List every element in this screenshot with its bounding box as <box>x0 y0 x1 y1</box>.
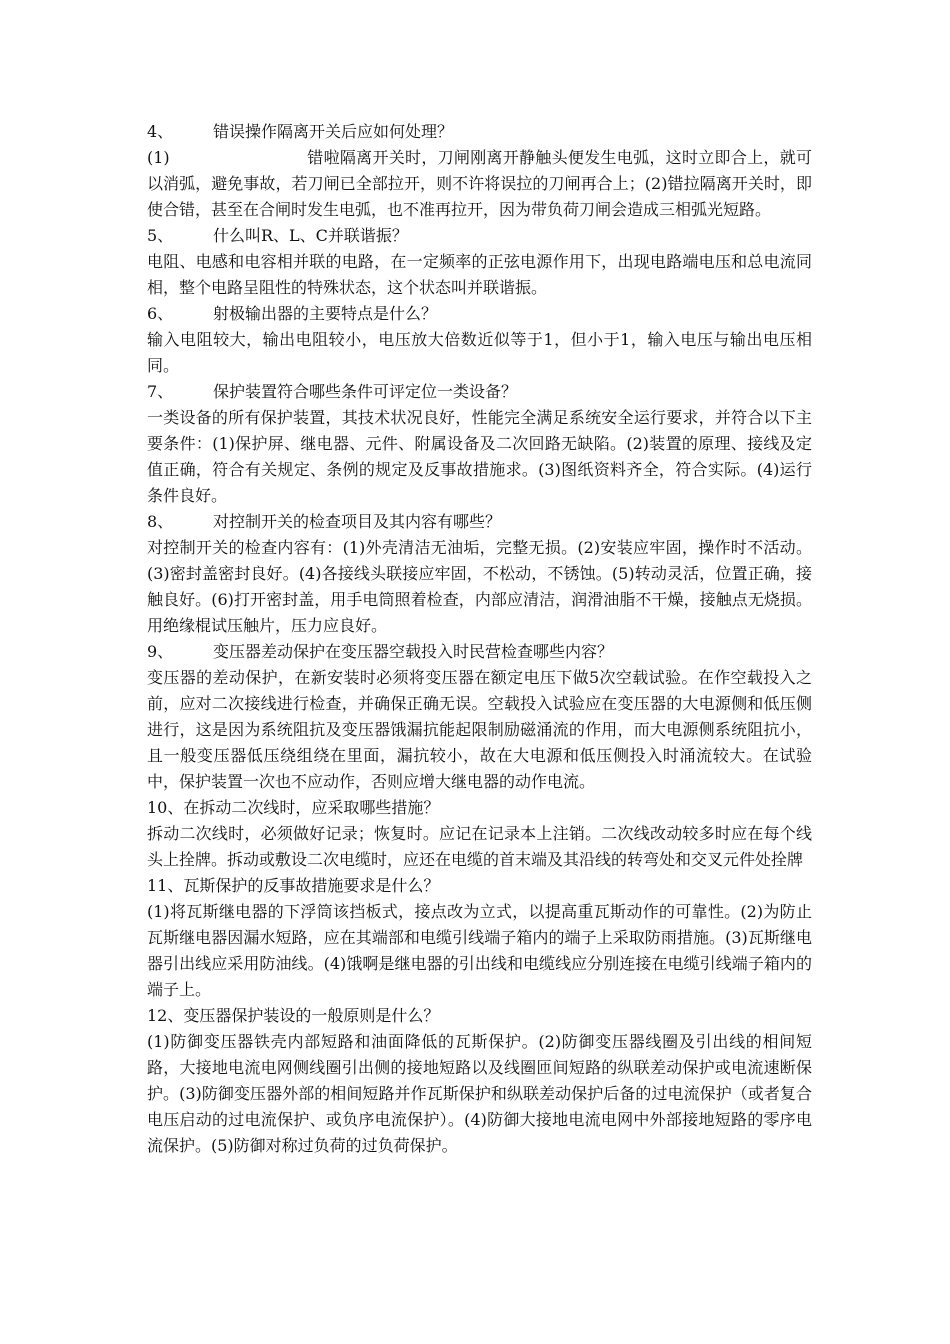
question-number: 7、 <box>147 382 174 401</box>
answer-7: 一类设备的所有保护装置，其技术状况良好，性能完全满足系统安全运行要求，并符合以下主要条件：(1)保护屏、继电器、元件、附属设备及二次回路无缺陷。(2)装置的原理、接线及定值正确，符合有关规定、条例的规定及反事故措施求。(3)图纸资料齐全，符合实际。(4)运行条件良好。 <box>147 408 812 505</box>
question-number: 5、 <box>147 226 174 245</box>
question-number: 8、 <box>147 512 174 531</box>
question-number: 6、 <box>147 304 174 323</box>
question-7 <box>147 379 812 405</box>
answer-11: (1)将瓦斯继电器的下浮筒该挡板式，接点改为立式，以提高重瓦斯动作的可靠性。(2)为防止瓦斯继电器因漏水短路，应在其端部和电缆引线端子箱内的端子上采取防雨措施。(3)瓦斯继电器引出线应采用防油线。(4)饿啊是继电器的引出线和电缆线应分别连接在电缆引线端子箱内的端子上。 <box>147 902 812 999</box>
question-number: 11、 <box>147 876 184 895</box>
question-10 <box>147 795 812 821</box>
question-text: 在拆动二次线时，应采取哪些措施？ <box>183 798 440 817</box>
question-text: 对控制开关的检查项目及其内容有哪些？ <box>213 512 502 531</box>
answer-12: (1)防御变压器铁壳内部短路和油面降低的瓦斯保护。(2)防御变压器线圈及引出线的相间短路，大接地电流电网侧线圈引出侧的接地短路以及线圈匝间短路的纵联差动保护或电流速断保护。(3)防御变压器外部的相间短路并作瓦斯保护和纵联差动保护后备的过电流保护（或者复合电压启动的过电流保护、或负序电流保护）。(4)防御大接地电流电网中外部接地短路的零序电流保护。(5)防御对称过负荷的过负荷保护。 <box>147 1032 812 1155</box>
question-number: 4、 <box>147 122 174 141</box>
answer-lead: (1) <box>147 148 170 167</box>
question-5 <box>147 223 812 249</box>
question-number: 12、 <box>147 1006 184 1025</box>
question-text: 变压器差动保护在变压器空载投入时民营检查哪些内容？ <box>213 642 614 661</box>
question-4 <box>147 119 812 145</box>
answer-text: 错啦隔离开关时，刀闸刚离开静触头便发生电弧，这时立即合上，就可以消弧，避免事故，若刀闸已全部拉开，则不许将误拉的刀闸再合上；(2)错拉隔离开关时，即使合错，甚至在合闸时发生电弧，也不准再拉开，因为带负荷刀闸会造成三相弧光短路。 <box>147 148 812 219</box>
question-9 <box>147 639 812 665</box>
question-text: 变压器保护装设的一般原则是什么？ <box>183 1006 440 1025</box>
question-text: 瓦斯保护的反事故措施要求是什么？ <box>183 876 440 895</box>
answer-4 <box>147 145 812 223</box>
answer-6: 输入电阻较大，输出电阻较小，电压放大倍数近似等于1，但小于1，输入电压与输出电压相同。 <box>147 330 812 375</box>
question-6 <box>147 301 812 327</box>
question-text: 什么叫R、L、C并联谐振？ <box>213 226 408 245</box>
question-text: 保护装置符合哪些条件可评定位一类设备？ <box>213 382 518 401</box>
answer-10: 拆动二次线时，必须做好记录；恢复时。应记在记录本上注销。二次线改动较多时应在每个线头上拴牌。拆动或敷设二次电缆时，应还在电缆的首末端及其沿线的转弯处和交叉元件处拴牌 <box>147 824 812 869</box>
question-8 <box>147 509 812 535</box>
document-page <box>147 119 812 1159</box>
answer-5: 电阻、电感和电容相并联的电路，在一定频率的正弦电源作用下，出现电路端电压和总电流同相，整个电路呈阻性的特殊状态，这个状态叫并联谐振。 <box>147 252 812 297</box>
question-number: 10、 <box>147 798 184 817</box>
question-12 <box>147 1003 812 1029</box>
answer-9: 变压器的差动保护，在新安装时必须将变压器在额定电压下做5次空载试验。在作空载投入之前，应对二次接线进行检查，并确保正确无误。空载投入试验应在变压器的大电源侧和低压侧进行，这是因为系统阻抗及变压器饿漏抗能起限制励磁涌流的作用，而大电源侧系统阻抗小，且一般变压器低压绕组绕在里面，漏抗较小，故在大电源和低压侧投入时涌流较大。在试验中，保护装置一次也不应动作，否则应增大继电器的动作电流。 <box>147 668 812 791</box>
question-11 <box>147 873 812 899</box>
question-number: 9、 <box>147 642 174 661</box>
question-text: 射极输出器的主要特点是什么？ <box>213 304 438 323</box>
question-text: 错误操作隔离开关后应如何处理？ <box>213 122 454 141</box>
answer-8: 对控制开关的检查内容有：(1)外壳清洁无油垢，完整无损。(2)安装应牢固，操作时不活动。(3)密封盖密封良好。(4)各接线头联接应牢固，不松动，不锈蚀。(5)转动灵活，位置正确，接触良好。(6)打开密封盖，用手电筒照着检查，内部应清洁，润滑油脂不干燥，接触点无烧损。用绝缘棍试压触片，压力应良好。 <box>147 538 812 635</box>
